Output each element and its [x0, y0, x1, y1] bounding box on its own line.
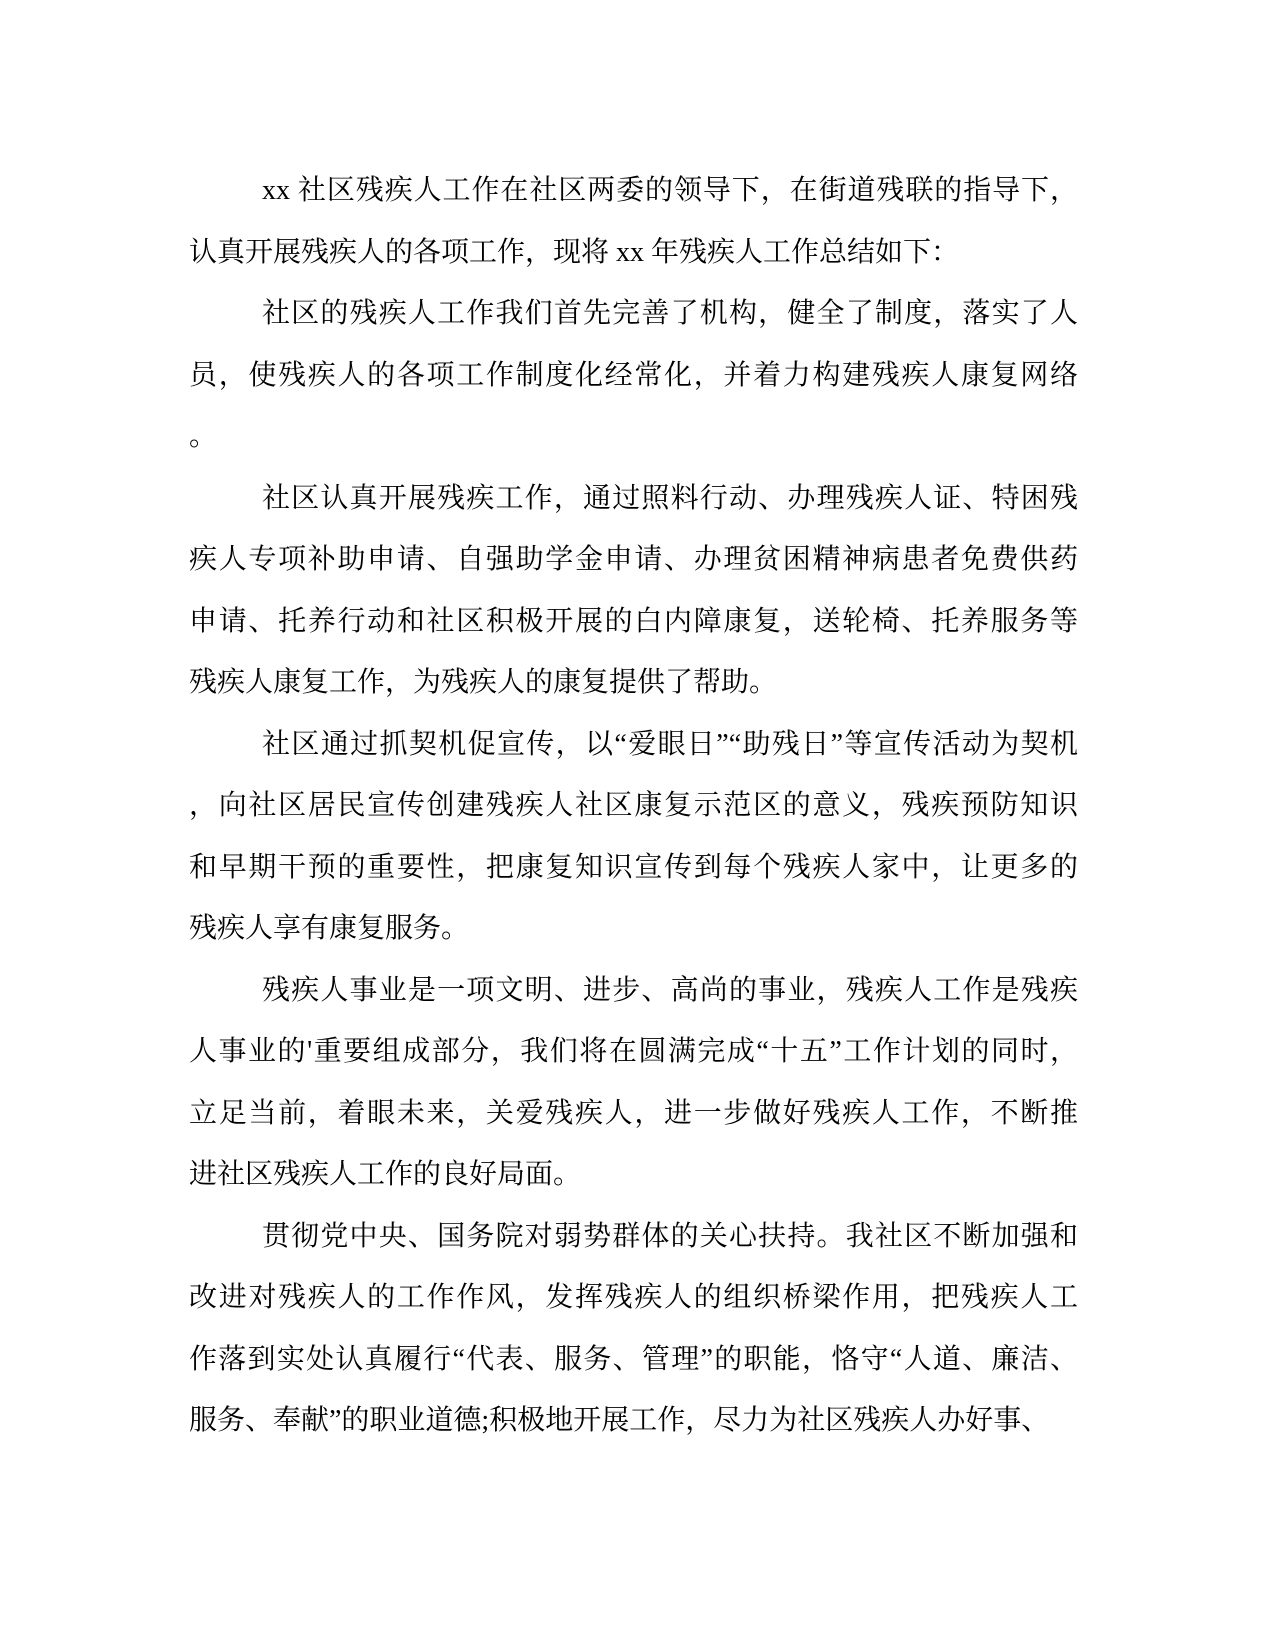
paragraph-line: 和早期干预的重要性，把康复知识宣传到每个残疾人家中，让更多的: [189, 851, 1078, 883]
paragraph: [189, 1206, 1078, 1452]
paragraph-line: 认真开展残疾人的各项工作，现将 xx 年残疾人工作总结如下：: [189, 236, 960, 268]
paragraph-line: 。: [189, 421, 218, 452]
paragraph-line: 进社区残疾人工作的良好局面。: [189, 1159, 582, 1190]
paragraph: [189, 468, 1078, 714]
paragraph-line: 申请、托养行动和社区积极开展的白内障康复，送轮椅、托养服务等: [189, 605, 1078, 637]
paragraph-line: 人事业的'重要组成部分，我们将在圆满完成“十五”工作计划的同时，: [189, 1036, 1078, 1067]
paragraph-line: 疾人专项补助申请、自强助学金申请、办理贫困精神病患者免费供药: [189, 544, 1078, 575]
paragraph-line: 立足当前，着眼未来，关爱残疾人，进一步做好残疾人工作，不断推: [189, 1097, 1078, 1129]
paragraph-line: 残疾人享有康复服务。: [189, 913, 470, 944]
paragraph: [189, 283, 1078, 468]
paragraph-line: 改进对残疾人的工作作风，发挥残疾人的组织桥梁作用，把残疾人工: [189, 1282, 1078, 1313]
paragraph: [189, 160, 1078, 283]
paragraph-line: 残疾人康复工作，为残疾人的康复提供了帮助。: [189, 667, 778, 698]
paragraph-line: 残疾人事业是一项文明、进步、高尚的事业，残疾人工作是残疾: [262, 974, 1078, 1006]
paragraph: [189, 960, 1078, 1206]
paragraph-line: 社区的残疾人工作我们首先完善了机构，健全了制度，落实了人: [262, 298, 1078, 329]
paragraph-line: 服务、奉献”的职业道德;积极地开展工作，尽力为社区残疾人办好事、: [189, 1405, 1050, 1436]
paragraph-line: ，向社区居民宣传创建残疾人社区康复示范区的意义，残疾预防知识: [189, 790, 1078, 821]
paragraph-line: xx 社区残疾人工作在社区两委的领导下，在街道残联的指导下，: [262, 175, 1078, 206]
paragraph: [189, 714, 1078, 960]
paragraph-line: 贯彻党中央、国务院对弱势群体的关心扶持。我社区不断加强和: [262, 1220, 1078, 1252]
paragraph-line: 员，使残疾人的各项工作制度化经常化，并着力构建残疾人康复网络: [189, 359, 1078, 391]
paragraph-line: 作落到实处认真履行“代表、服务、管理”的职能，恪守“人道、廉洁、: [189, 1343, 1078, 1375]
paragraph-line: 社区认真开展残疾工作，通过照料行动、办理残疾人证、特困残: [262, 482, 1078, 514]
paragraph-line: 社区通过抓契机促宣传，以“爱眼日”“助残日”等宣传活动为契机: [262, 728, 1078, 760]
